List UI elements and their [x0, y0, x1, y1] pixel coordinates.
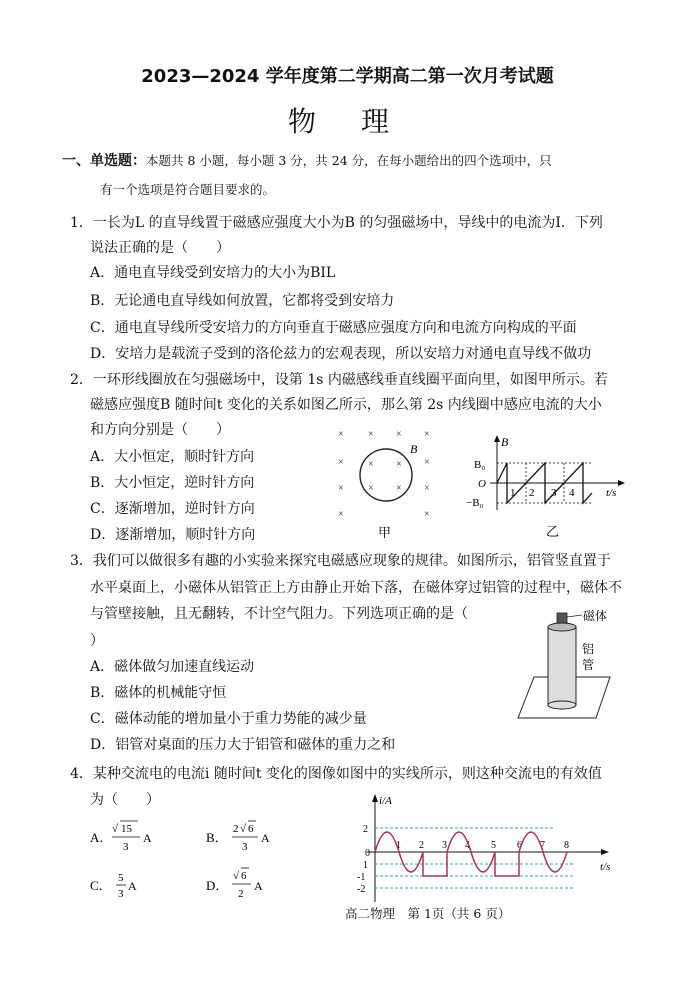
- q4-ytick-neg1: -1: [357, 872, 366, 883]
- q4-d-unit: A: [254, 879, 263, 893]
- q4-y-tick-labels: [357, 824, 368, 895]
- section-heading: [62, 150, 552, 170]
- q2-stem-2: 磁感应强度B 随时间t 变化的关系如图乙所示，那么第 2s 内线圈中感应电流的大小: [90, 397, 602, 413]
- q4-a-radicand: 15: [121, 823, 132, 835]
- q4-a-root: √: [112, 823, 119, 835]
- q1-stem-1: 1．一长为L 的直导线置于磁感应强度大小为B 的匀强磁场中，导线中的电流为I．下列: [70, 215, 603, 231]
- q3-figure-tube: [512, 605, 622, 723]
- q4-origin: 0: [365, 848, 370, 859]
- yi-tick-4: 4: [569, 487, 575, 499]
- q2-option-c: C．逐渐增加，逆时针方向: [90, 501, 255, 517]
- svg-text:×: ×: [424, 457, 430, 468]
- q4-b-unit: A: [261, 831, 270, 845]
- svg-text:×: ×: [424, 509, 430, 520]
- fig-jia-caption: 甲: [378, 525, 392, 540]
- fig-jia-b-label: B: [410, 442, 418, 456]
- svg-text:×: ×: [368, 459, 374, 470]
- q1-option-d: D．安培力是载流子受到的洛伦兹力的宏观表现，所以安培力对通电直导线不做功: [90, 346, 592, 362]
- aluminum-tube: [548, 627, 576, 705]
- yi-b0-label: B₀: [474, 459, 486, 471]
- q3-stem-4: ）: [90, 633, 104, 649]
- svg-text:×: ×: [338, 457, 344, 468]
- coil-ring: [360, 449, 412, 501]
- q3-option-c: C．磁体动能的增加量小于重力势能的减少量: [90, 711, 367, 727]
- q2-option-a: A．大小恒定，顺时针方向: [90, 449, 255, 465]
- q4-ytick-neg2: -2: [357, 884, 366, 895]
- q4-ytick-1: 1: [363, 860, 368, 871]
- yi-tick-3: 3: [551, 487, 557, 499]
- svg-text:×: ×: [424, 483, 430, 494]
- svg-text:×: ×: [396, 429, 402, 440]
- q4-a-den: 3: [123, 841, 129, 853]
- q4-c-num: 5: [118, 872, 124, 884]
- yi-neg-b0-label: −B₀: [466, 497, 484, 509]
- q2-figure-yi: [462, 432, 632, 544]
- q4-xtick-5: 5: [491, 840, 496, 851]
- q3-stem-1: 3．我们可以做很多有趣的小实验来探究电磁感应现象的规律。如图所示，铝管竖直置于: [70, 553, 611, 569]
- magnet-label: 磁体: [583, 609, 608, 623]
- svg-text:×: ×: [338, 509, 344, 520]
- yi-origin: O: [478, 478, 486, 490]
- q2-option-b: B．大小恒定，逆时针方向: [90, 475, 255, 491]
- q3-stem-3: 与管壁接触，且无翻转，不计空气阻力。下列选项正确的是（: [90, 606, 468, 622]
- exam-title: 2023—2024 学年度第二学期高二第一次月考试题: [141, 66, 554, 87]
- svg-text:×: ×: [338, 429, 344, 440]
- q4-c-den: 3: [118, 888, 124, 900]
- q4-c-label: C．: [90, 878, 112, 893]
- section-label: 一、单选题：: [62, 153, 146, 169]
- subject-title: 物 理: [288, 105, 407, 138]
- q4-xtick-1: 1: [396, 840, 401, 851]
- q4-b-label: B．: [206, 830, 228, 845]
- q1-stem-2: 说法正确的是（ ）: [90, 240, 230, 256]
- svg-text:×: ×: [368, 429, 374, 440]
- svg-text:√: √: [240, 823, 247, 835]
- q1-option-c: C．通电直导线所受安培力的方向垂直于磁感应强度方向和电流方向构成的平面: [90, 320, 577, 336]
- q4-d-radicand: 6: [241, 870, 247, 882]
- q4-xtick-8: 8: [564, 840, 569, 851]
- page-footer: 高二物理 第 1页（共 6 页）: [345, 906, 511, 921]
- svg-text:×: ×: [338, 483, 344, 494]
- q4-stem-1: 4．某种交流电的电流i 随时间t 变化的图像如图中的实线所示，则这种交流电的有效值: [70, 766, 602, 782]
- yi-tick-1: 1: [510, 487, 516, 499]
- q4-a-label: A．: [90, 830, 113, 845]
- q4-ytick-2: 2: [363, 824, 368, 835]
- svg-text:×: ×: [396, 459, 402, 470]
- q4-b-coef: 2: [233, 823, 239, 835]
- q4-c-unit: A: [128, 879, 137, 893]
- q3-option-d: D．铝管对桌面的压力大于铝管和磁体的重力之和: [90, 737, 396, 753]
- yi-tick-2: 2: [529, 487, 535, 499]
- q2-option-d: D．逐渐增加，顺时针方向: [90, 527, 256, 543]
- q4-xtick-4: 4: [465, 840, 470, 851]
- section-desc-2: 有一个选项是符合题目要求的。: [100, 182, 276, 197]
- yi-axis-t: t/s: [606, 487, 617, 499]
- q4-b-radicand: 6: [248, 823, 254, 835]
- q2-stem-3: 和方向分别是（ ）: [90, 422, 230, 438]
- q3-option-a: A．磁体做匀加速直线运动: [90, 659, 255, 675]
- svg-text:×: ×: [368, 483, 374, 494]
- q4-xtick-2: 2: [419, 840, 424, 851]
- q4-b-den: 3: [242, 841, 248, 853]
- q2-stem-1: 2．一环形线圈放在匀强磁场中，设第 1s 内磁感线垂直线圈平面向里，如图甲所示。若: [70, 372, 608, 388]
- q4-stem-2: 为（ ）: [90, 792, 160, 808]
- q1-option-a: A．通电直导线受到安培力的大小为BIL: [90, 265, 336, 281]
- q4-xtick-3: 3: [442, 840, 447, 851]
- q1-option-b: B．无论通电直导线如何放置，它都将受到安培力: [90, 293, 395, 309]
- q4-current-graph: [355, 790, 620, 910]
- q4-axis-t: t/s: [600, 861, 611, 873]
- section-desc-1: 本题共 8 小题，每小题 3 分，共 24 分，在每小题给出的四个选项中，只: [146, 153, 552, 168]
- q3-stem-2: 水平桌面上，小磁体从铝管正上方由静止开始下落，在磁体穿过铝管的过程中，磁体不: [90, 580, 622, 596]
- q4-xtick-6: 6: [517, 840, 522, 851]
- q4-current-waveform: [375, 832, 567, 876]
- yi-axis-b: B: [501, 435, 509, 449]
- q4-d-label: D．: [206, 878, 229, 893]
- magnet: [557, 613, 567, 623]
- svg-text:×: ×: [396, 483, 402, 494]
- fig-yi-caption: 乙: [546, 524, 560, 539]
- q4-d-den: 2: [238, 888, 244, 900]
- q4-x-tick-labels: [396, 840, 569, 851]
- q4-xtick-7: 7: [540, 840, 545, 851]
- q4-axis-i: i/A: [379, 795, 392, 807]
- q4-a-unit: A: [143, 831, 152, 845]
- svg-text:×: ×: [424, 429, 430, 440]
- q2-figure-jia: [330, 425, 440, 545]
- tube-label-2: 管: [582, 658, 595, 672]
- svg-text:√: √: [233, 870, 240, 882]
- tube-label-1: 铝: [582, 642, 595, 656]
- q3-option-b: B．磁体的机械能守恒: [90, 685, 227, 701]
- q4-options: [88, 812, 298, 912]
